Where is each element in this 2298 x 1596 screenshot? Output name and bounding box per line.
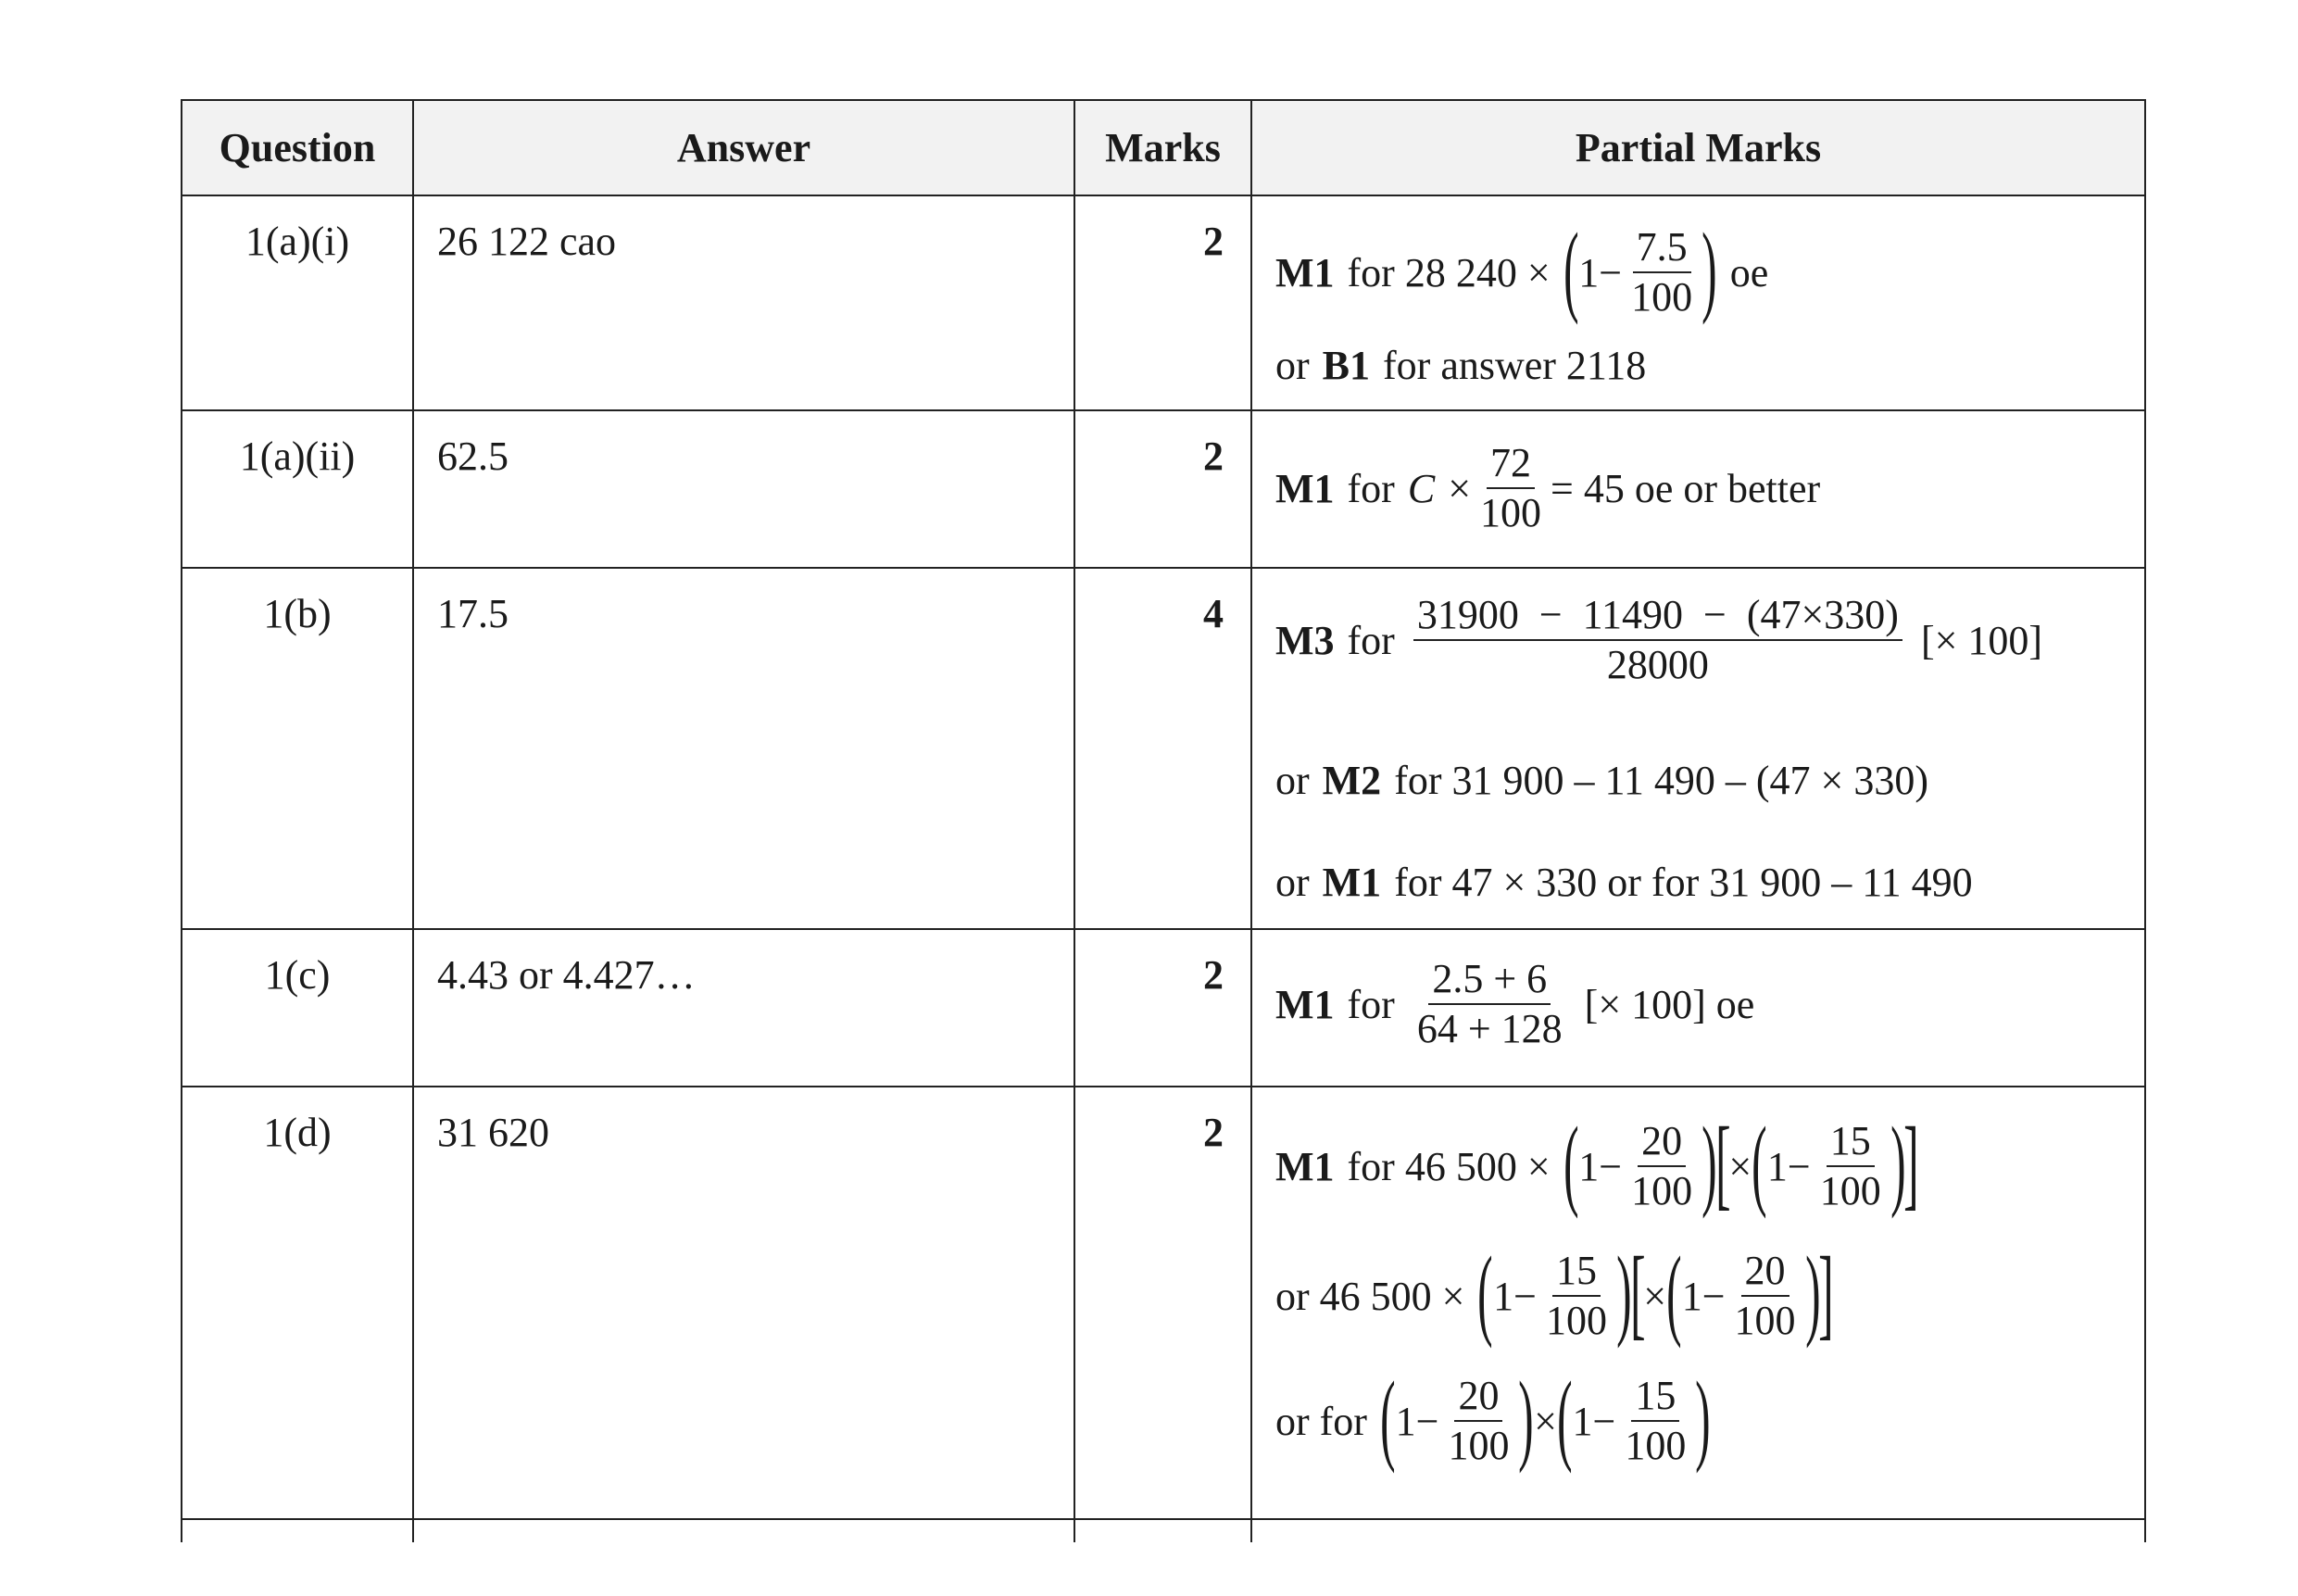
- header-partial-marks: Partial Marks: [1575, 125, 1822, 170]
- math-term: 1−: [1572, 1398, 1616, 1444]
- mark-text: for 46 500 ×: [1347, 1143, 1551, 1189]
- question-number: 1(c): [264, 952, 331, 998]
- column-divider: [412, 101, 414, 1542]
- mark-text: [× 100] oe: [1584, 981, 1755, 1027]
- left-bracket: [: [1714, 1106, 1731, 1219]
- mark-code: M3: [1275, 617, 1335, 663]
- fraction: [1413, 958, 1566, 1050]
- fraction-denominator: 100: [1631, 274, 1693, 320]
- mark-text: for 47 × 330 or for 31 900 – 11 490: [1394, 860, 1973, 905]
- row-divider: [182, 1518, 2144, 1520]
- answer-text: 26 122 cao: [437, 219, 617, 264]
- mark-code: M2: [1322, 758, 1382, 803]
- partial-mark-line: [1275, 757, 1928, 804]
- fraction-numerator: 15: [1631, 1375, 1679, 1422]
- math-operator: ×: [1643, 1273, 1667, 1319]
- fraction-numerator: 20: [1741, 1250, 1789, 1297]
- mark-code: M1: [1322, 860, 1382, 905]
- fraction-numerator: 15: [1827, 1120, 1875, 1167]
- left-paren: (: [1556, 1361, 1573, 1474]
- fraction-numerator: 15: [1552, 1250, 1601, 1297]
- left-paren: (: [1563, 1106, 1579, 1219]
- fraction: [1476, 442, 1545, 534]
- question-number: 1(a)(ii): [239, 434, 356, 479]
- left-paren: (: [1477, 1236, 1494, 1349]
- partial-mark-line: [1275, 1236, 1834, 1349]
- mark-text: or for: [1275, 1398, 1367, 1444]
- fraction: [1627, 223, 1696, 320]
- header-marks: Marks: [1105, 125, 1221, 170]
- math-term: 1−: [1578, 1143, 1623, 1189]
- mark-text: or: [1275, 860, 1310, 905]
- mark-text: or 46 500 ×: [1275, 1273, 1465, 1319]
- math-term: 1−: [1681, 1273, 1726, 1319]
- fraction: [1621, 1372, 1689, 1468]
- answer-text: 62.5: [437, 434, 509, 479]
- fraction-denominator: 100: [1480, 490, 1542, 536]
- answer-text: 17.5: [437, 591, 509, 636]
- mark-text: for: [1347, 981, 1395, 1027]
- mark-text: = 45 oe or better: [1551, 465, 1821, 511]
- partial-mark-line: [1275, 442, 1820, 534]
- answer-text: 4.43 or 4.427…: [437, 952, 696, 998]
- math-variable: C: [1407, 465, 1436, 511]
- fraction-numerator: 20: [1454, 1375, 1502, 1422]
- mark-code: M1: [1275, 981, 1335, 1027]
- fraction: [1731, 1247, 1800, 1343]
- header-answer: Answer: [676, 125, 811, 170]
- partial-mark-line: [1275, 212, 1769, 325]
- right-paren: ): [1695, 1361, 1711, 1474]
- mark-text: for answer 2118: [1383, 343, 1647, 388]
- mark-code: M1: [1275, 1143, 1335, 1189]
- fraction: [1816, 1117, 1885, 1213]
- mark-code: M1: [1275, 249, 1335, 295]
- mark-text: for: [1347, 465, 1395, 511]
- right-paren: ): [1890, 1106, 1906, 1219]
- fraction: [1413, 594, 1902, 686]
- right-paren: ): [1804, 1236, 1821, 1349]
- mark-text: for: [1347, 617, 1395, 663]
- fraction-numerator: 31900 − 11490 − (47×330): [1413, 594, 1902, 641]
- fraction-denominator: 100: [1625, 1423, 1687, 1468]
- column-divider: [1074, 101, 1075, 1542]
- fraction-denominator: 100: [1545, 1298, 1607, 1343]
- fraction-denominator: 100: [1448, 1423, 1510, 1468]
- fraction: [1444, 1372, 1513, 1468]
- fraction: [1627, 1117, 1696, 1213]
- left-paren: (: [1380, 1361, 1396, 1474]
- fraction-numerator: 20: [1638, 1120, 1686, 1167]
- left-paren: (: [1666, 1236, 1682, 1349]
- mark-text: [× 100]: [1920, 617, 2043, 663]
- mark-code: B1: [1322, 343, 1371, 388]
- marks-value: 2: [1203, 219, 1224, 264]
- row-divider: [182, 409, 2144, 411]
- right-paren: ): [1616, 1236, 1632, 1349]
- left-paren: (: [1563, 212, 1579, 325]
- marks-value: 2: [1203, 1110, 1224, 1155]
- mark-text: oe: [1729, 249, 1769, 295]
- math-term: 1−: [1395, 1398, 1439, 1444]
- left-paren: (: [1752, 1106, 1767, 1219]
- math-operator: ×: [1534, 1398, 1557, 1444]
- right-paren: ): [1702, 1106, 1717, 1219]
- fraction: [1542, 1247, 1611, 1343]
- math-term: 1−: [1578, 249, 1623, 295]
- mark-text: or: [1275, 343, 1310, 388]
- math-term: 1−: [1493, 1273, 1537, 1319]
- mark-text: or: [1275, 758, 1310, 803]
- column-divider: [1250, 101, 1252, 1542]
- marks-value: 2: [1203, 952, 1224, 998]
- row-divider: [182, 195, 2144, 196]
- partial-mark-line: [1275, 1106, 1919, 1219]
- answer-text: 31 620: [437, 1110, 549, 1155]
- left-bracket: [: [1629, 1236, 1646, 1349]
- row-divider: [182, 928, 2144, 930]
- math-operator: ×: [1728, 1143, 1752, 1189]
- row-divider: [182, 567, 2144, 569]
- question-number: 1(a)(i): [245, 219, 350, 264]
- marks-value: 2: [1203, 434, 1224, 479]
- question-number: 1(d): [263, 1110, 332, 1155]
- right-bracket: ]: [1818, 1236, 1834, 1349]
- mark-scheme-table: [181, 99, 2146, 1542]
- mark-text: for 31 900 – 11 490 – (47 × 330): [1394, 758, 1928, 803]
- header-question: Question: [219, 125, 376, 170]
- right-bracket: ]: [1903, 1106, 1919, 1219]
- math-term: 1−: [1766, 1143, 1811, 1189]
- question-number: 1(b): [263, 591, 332, 636]
- right-paren: ): [1518, 1361, 1535, 1474]
- partial-mark-line: [1275, 1361, 1711, 1474]
- mark-text: for 28 240 ×: [1347, 249, 1551, 295]
- fraction-denominator: 28000: [1606, 642, 1709, 688]
- fraction-denominator: 100: [1819, 1168, 1881, 1213]
- row-divider: [182, 1086, 2144, 1087]
- fraction-denominator: 100: [1631, 1168, 1693, 1213]
- right-paren: ): [1702, 212, 1717, 325]
- fraction-denominator: 100: [1734, 1298, 1796, 1343]
- partial-mark-line: [1275, 958, 1754, 1050]
- partial-mark-line: [1275, 342, 1646, 389]
- partial-mark-line: [1275, 859, 1973, 906]
- fraction-numerator: 72: [1487, 442, 1535, 489]
- fraction-denominator: 64 + 128: [1416, 1006, 1563, 1052]
- fraction-numerator: 7.5: [1633, 226, 1691, 273]
- math-operator: ×: [1448, 465, 1472, 511]
- fraction-numerator: 2.5 + 6: [1428, 958, 1551, 1005]
- partial-mark-line: [1275, 594, 2042, 686]
- marks-value: 4: [1203, 591, 1224, 636]
- mark-code: M1: [1275, 465, 1335, 511]
